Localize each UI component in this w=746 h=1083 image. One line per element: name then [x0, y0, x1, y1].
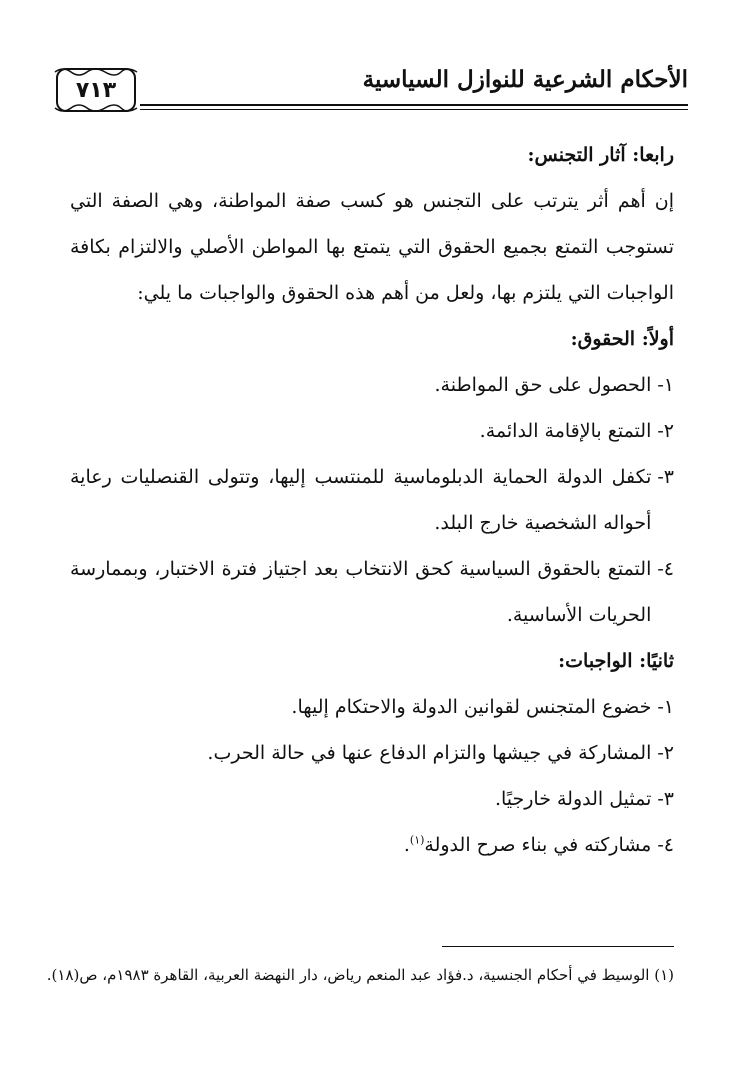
item-text — [70, 822, 651, 868]
item-number: ٣- — [657, 788, 674, 810]
item-number: ١- — [657, 374, 674, 396]
list-item — [70, 730, 674, 776]
page-number: ٧١٣ — [75, 77, 117, 103]
footnote: (١) الوسيط في أحكام الجنسية، د.فؤاد عبد المنعم رياض، دار النهضة العربية، القاهرة ١٩٨٣م، ص(١٨). — [46, 966, 674, 984]
list-item — [70, 822, 674, 868]
footnote-reference[interactable]: (١) — [409, 833, 425, 847]
page-number-badge — [56, 68, 136, 112]
item-number: ١- — [657, 696, 674, 718]
item-text-tail: . — [403, 834, 410, 856]
item-number: ٤- — [657, 834, 674, 856]
list-item — [70, 684, 674, 730]
item-text: المشاركة في جيشها والتزام الدفاع عنها في حالة الحرب. — [207, 742, 652, 764]
item-text: تكفل الدولة الحماية الدبلوماسية للمنتسب إليها، وتتولى القنصليات رعاية أحواله الشخصية خارج البلد. — [70, 466, 652, 534]
ornament-icon — [53, 104, 139, 114]
section-heading: رابعا: آثار التجنس: — [527, 144, 674, 166]
item-text: تمثيل الدولة خارجيًا. — [494, 788, 652, 810]
header-rule — [140, 104, 688, 112]
list-item — [70, 776, 674, 822]
page-header — [56, 62, 688, 116]
list-item — [70, 454, 674, 546]
book-title: الأحكام الشرعية للنوازل السياسية — [362, 66, 688, 93]
item-text: التمتع بالحقوق السياسية كحق الانتخاب بعد اجتياز فترة الاختبار، وبممارسة الحريات الأساسية. — [70, 558, 652, 626]
page-content — [70, 132, 674, 868]
intro-paragraph: إن أهم أثر يترتب على التجنس هو كسب صفة المواطنة، وهي الصفة التي تستوجب التمتع بجميع الحقوق التي يتمتع بها المواطن الأصلي والالتزام بكافة الواجبات التي يلتزم بها، ولعل من أهم هذه الحقوق والواجبات ما يلي: — [70, 190, 674, 304]
item-number: ٤- — [657, 558, 674, 580]
item-text: التمتع بالإقامة الدائمة. — [479, 420, 652, 442]
list-item — [70, 408, 674, 454]
item-text: خضوع المتجنس لقوانين الدولة والاحتكام إليها. — [291, 696, 652, 718]
item-number: ٢- — [657, 742, 674, 764]
item-number: ٢- — [657, 420, 674, 442]
list-item — [70, 546, 674, 638]
list-item — [70, 362, 674, 408]
footnote-separator — [442, 946, 674, 947]
duties-heading: ثانيًا: الواجبات: — [558, 650, 674, 672]
item-number: ٣- — [657, 466, 674, 488]
item-text: الحصول على حق المواطنة. — [434, 374, 652, 396]
item-text-main: مشاركته في بناء صرح الدولة — [424, 834, 652, 856]
ornament-icon — [53, 66, 139, 76]
rights-heading: أولاً: الحقوق: — [570, 328, 674, 350]
